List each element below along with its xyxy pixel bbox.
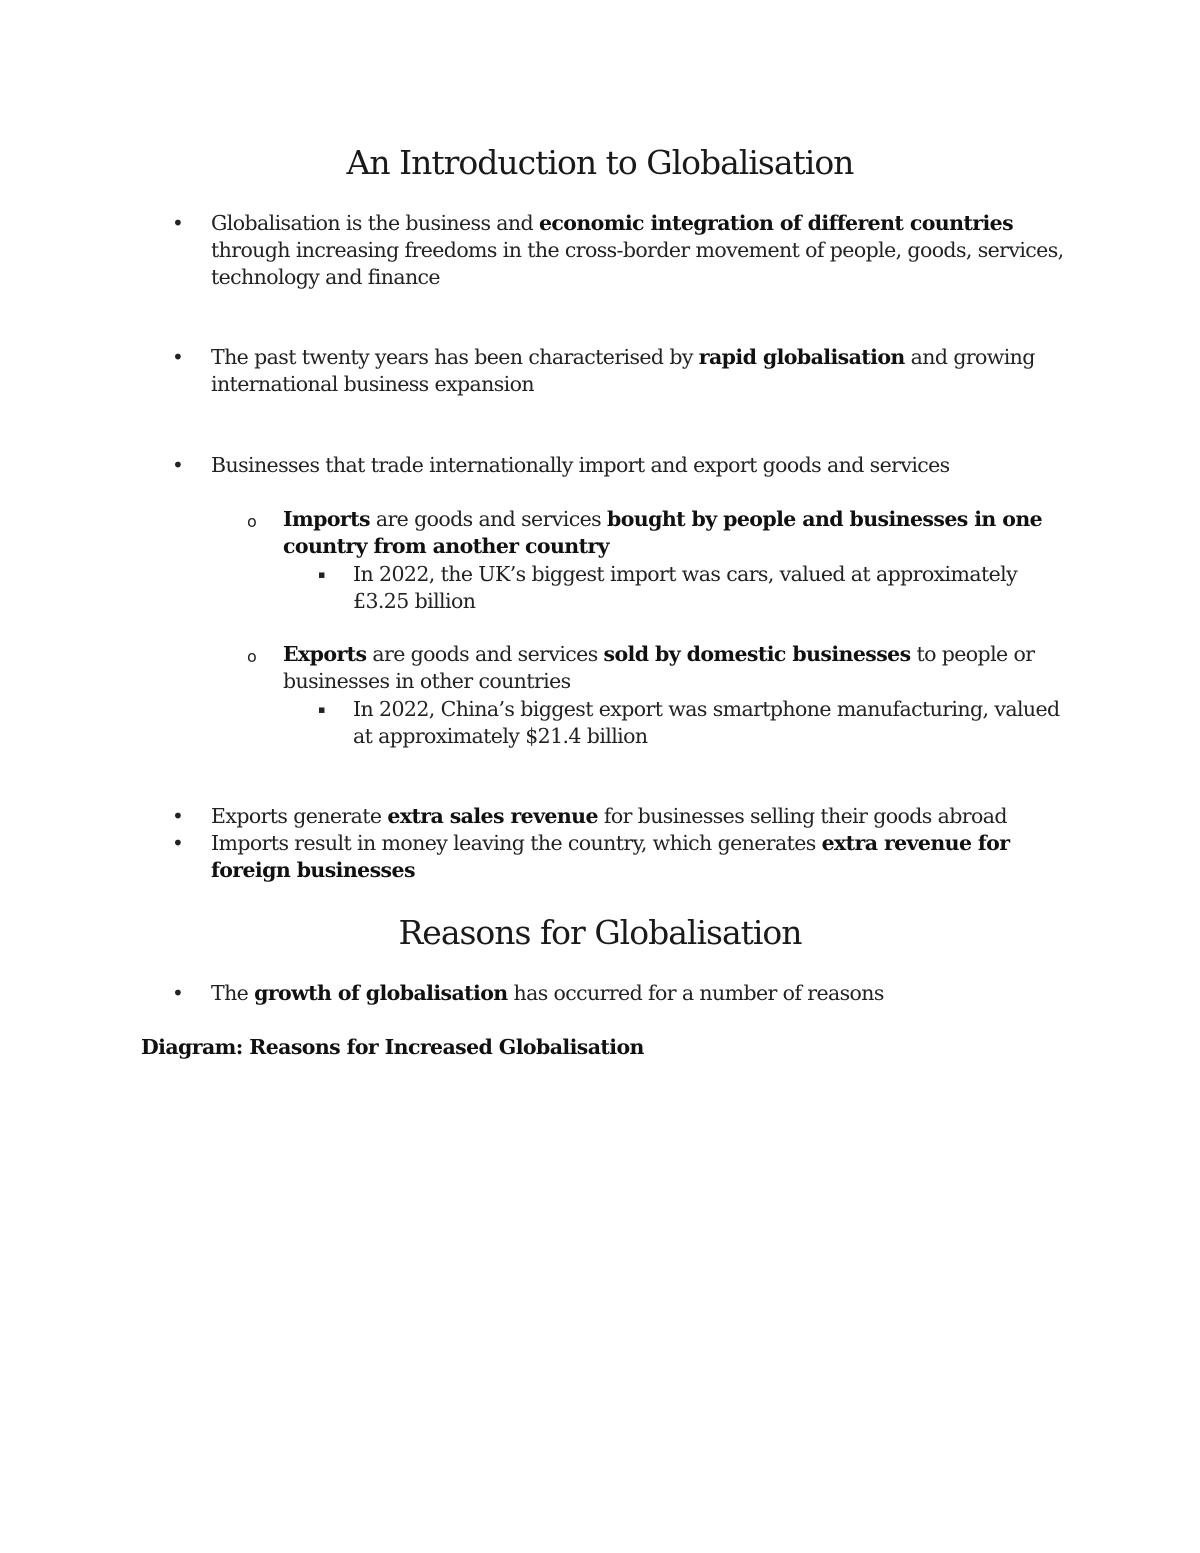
circle-bullet-icon: o [247,512,257,531]
bullet-text: In 2022, China’s biggest export was smartphone manufacturing, valued at approximately $21.4 billion [353,697,1060,748]
bullet-text: The growth of globalisation has occurred for a number of reasons [211,981,884,1005]
bullet-icon: • [172,804,184,828]
bullet-text: Imports result in money leaving the country, which generates extra revenue for foreign businesses [211,831,1010,882]
bullet-text: Exports are goods and services sold by domestic businesses to people or businesses in other countries [283,642,1035,693]
bullet-icon: • [172,831,184,855]
bullet-text: Exports generate extra sales revenue for businesses selling their goods abroad [211,804,1007,828]
bullet-text: Imports are goods and services bought by people and businesses in one country from another country [283,507,1043,558]
section-heading: Reasons for Globalisation [398,913,802,952]
bullet-icon: • [172,453,184,477]
circle-bullet-icon: o [247,647,257,666]
bullet-text: In 2022, the UK’s biggest import was cars, valued at approximately £3.25 billion [353,562,1018,613]
bullet-text: Globalisation is the business and economic integration of different countries through increasing freedoms in the cross-border movement of people, goods, services, technology and finance [211,211,1064,289]
page-title: An Introduction to Globalisation [346,143,854,182]
square-bullet-icon: ▪ [318,703,325,716]
diagram-caption: Diagram: Reasons for Increased Globalisation [141,1035,644,1059]
bullet-text: Businesses that trade internationally import and export goods and services [211,453,950,477]
bullet-icon: • [172,345,184,369]
bullet-icon: • [172,211,184,235]
square-bullet-icon: ▪ [318,568,325,581]
bullet-text: The past twenty years has been characterised by rapid globalisation and growing international business expansion [211,345,1035,396]
bullet-icon: • [172,981,184,1005]
